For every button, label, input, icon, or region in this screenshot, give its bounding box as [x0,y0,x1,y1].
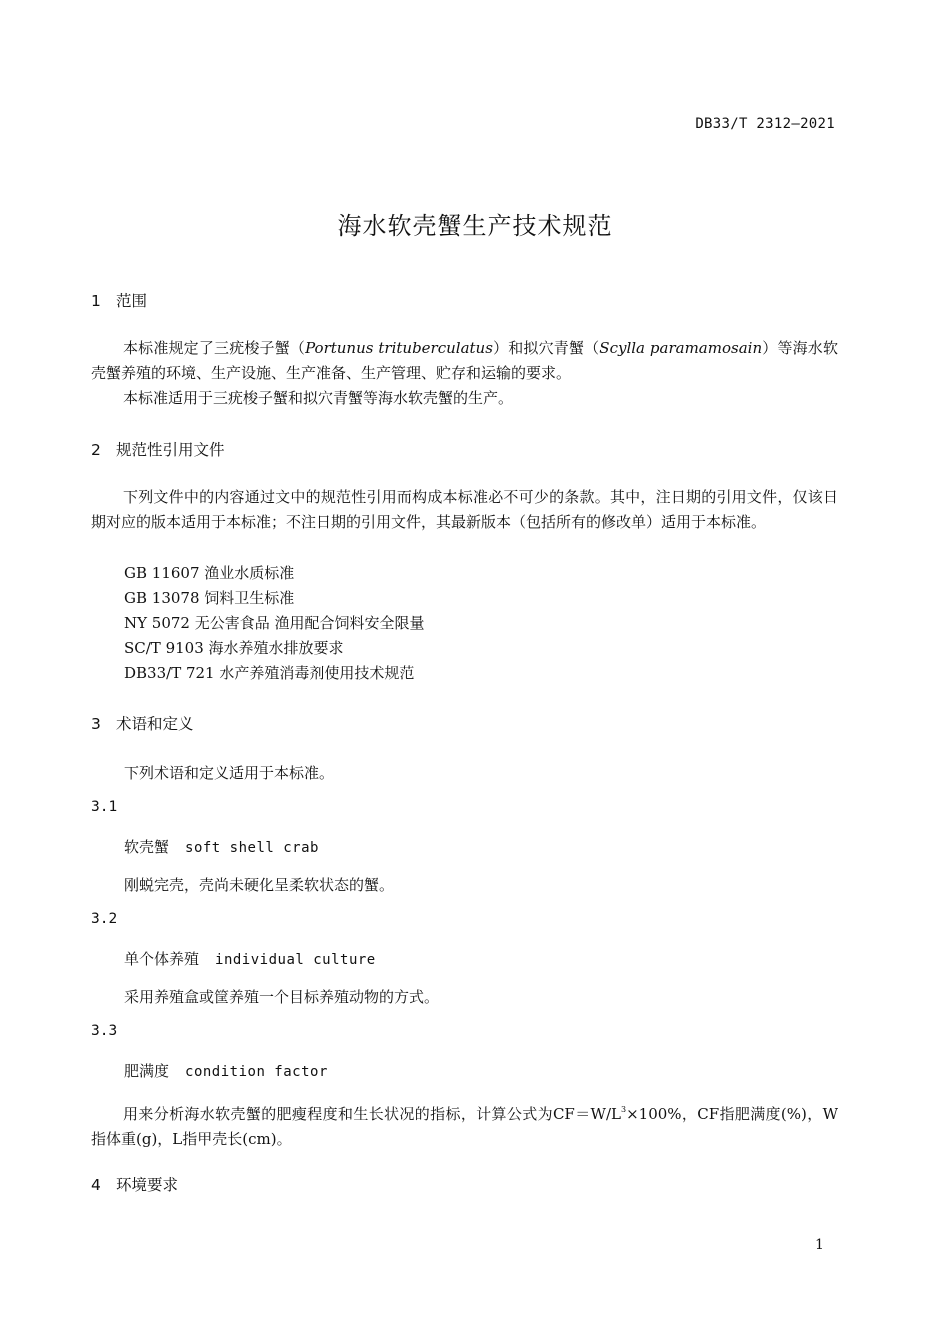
text-run: ）和拟穴青蟹（ [492,339,600,357]
section-2-paragraph: 下列文件中的内容通过文中的规范性引用而构成本标准必不可少的条款。其中，注日期的引用文件，仅该日期对应的版本适用于本标准；不注日期的引用文件，其最新版本（包括所有的修改单）适用于本标准。 [91,488,838,531]
section-title: 范围 [116,292,148,310]
term-entry [124,1060,328,1081]
section-3-heading [91,712,194,734]
term-entry [124,948,376,969]
term-number: 3.3 [91,1023,118,1039]
term-en: condition factor [185,1064,328,1080]
term-zh: 单个体养殖 [124,950,200,968]
text-run: 用来分析海水软壳蟹的肥瘦程度和生长状况的指标，计算公式为CF＝W/L [123,1105,621,1123]
term-zh: 肥满度 [124,1062,170,1080]
latin-name: Scylla paramamosain [599,339,763,357]
text-run: ）等海水软壳蟹养殖的环境、生产设施、生产准备、生产管理、贮存和运输的要求。 [91,339,838,382]
section-1-heading [91,289,147,311]
term-number: 3.2 [91,911,118,927]
document-title: 海水软壳蟹生产技术规范 [337,212,613,240]
term-entry [124,836,319,857]
section-number: 2 [91,441,101,459]
reference-item: SC/T 9103 海水养殖水排放要求 [124,639,344,657]
section-number: 4 [91,1176,101,1194]
reference-item: GB 11607 渔业水质标准 [124,564,295,582]
text-run: 本标准规定了三疣梭子蟹（ [123,339,306,357]
term-definition: 刚蜕完壳，壳尚未硬化呈柔软状态的蟹。 [124,876,395,894]
term-definition: 采用养殖盒或筐养殖一个目标养殖动物的方式。 [124,988,440,1006]
reference-item: GB 13078 饲料卫生标准 [124,589,295,607]
term-zh: 软壳蟹 [124,838,170,856]
section-number: 1 [91,292,101,310]
term-number: 3.1 [91,799,118,815]
superscript: 3 [620,1105,627,1114]
term-en: soft shell crab [185,840,319,856]
reference-item: NY 5072 无公害食品 渔用配合饲料安全限量 [124,614,425,632]
latin-name: Portunus trituberculatus [305,339,493,357]
section-1-paragraph-2: 本标准适用于三疣梭子蟹和拟穴青蟹等海水软壳蟹的生产。 [123,389,514,407]
document-code: DB33/T 2312—2021 [695,116,835,132]
page-number: 1 [815,1237,824,1253]
section-number: 3 [91,715,101,733]
section-title: 环境要求 [116,1176,179,1194]
section-title: 规范性引用文件 [116,441,225,459]
reference-item: DB33/T 721 水产养殖消毒剂使用技术规范 [124,664,415,682]
section-1-paragraph-1 [91,336,838,386]
term-en: individual culture [215,952,376,968]
section-4-heading [91,1173,178,1195]
text-run: ×100%，CF指肥满度(%)，W指体重(g)，L指甲壳长(cm)。 [91,1105,838,1148]
term-definition [91,1097,838,1152]
section-3-intro: 下列术语和定义适用于本标准。 [124,764,335,782]
section-title: 术语和定义 [116,715,194,733]
section-2-heading [91,438,225,460]
